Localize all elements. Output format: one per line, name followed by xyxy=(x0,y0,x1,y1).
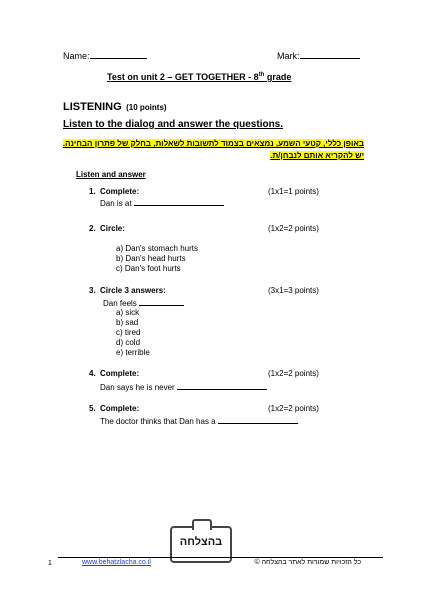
mark-label: Mark: xyxy=(277,51,300,61)
question-1-number: 1. xyxy=(89,187,96,196)
question-3-option-a[interactable]: a) sick xyxy=(116,308,140,317)
question-4-blank[interactable] xyxy=(177,381,267,390)
question-1-title: Complete: xyxy=(100,187,140,196)
question-4-title: Complete: xyxy=(100,369,140,378)
question-1-blank[interactable] xyxy=(134,197,224,206)
copyright-text: כל הזכויות שמורות לאתר בהצלחה © xyxy=(254,559,361,566)
question-5-title: Complete: xyxy=(100,404,140,413)
question-2-points: (1x2=2 points) xyxy=(268,224,319,233)
question-2-number: 2. xyxy=(89,224,96,233)
page-number: 1 xyxy=(48,560,52,567)
website-link[interactable]: www.behatzlacha.co.il xyxy=(82,559,151,566)
question-2-option-c[interactable]: c) Dan's foot hurts xyxy=(116,264,181,273)
question-2-title: Circle: xyxy=(100,224,125,233)
question-3-number: 3. xyxy=(89,286,96,295)
question-5-text: The doctor thinks that Dan has a xyxy=(100,415,298,426)
question-3-option-e[interactable]: e) terrible xyxy=(116,348,150,357)
question-2-option-a[interactable]: a) Dan's stomach hurts xyxy=(116,244,199,253)
question-1-text: Dan is at xyxy=(100,197,224,208)
page-title: Test on unit 2 – GET TOGETHER - 8th grade xyxy=(107,72,292,82)
question-3-text: Dan feels xyxy=(103,297,184,308)
question-3-title: Circle 3 answers: xyxy=(100,286,166,295)
name-field xyxy=(63,50,147,61)
question-5-number: 5. xyxy=(89,404,96,413)
logo-text: בהצלחה xyxy=(179,536,223,548)
section-instruction: Listen to the dialog and answer the questions. xyxy=(63,119,284,130)
hebrew-note-line2: יש להקריא אותם לנבחן/ת. xyxy=(270,151,364,160)
mark-field xyxy=(277,50,360,61)
question-3-option-b[interactable]: b) sad xyxy=(116,318,139,327)
logo-tab-shape xyxy=(192,519,212,530)
name-blank[interactable] xyxy=(90,50,147,59)
question-3-option-c[interactable]: c) tired xyxy=(116,328,141,337)
question-4-number: 4. xyxy=(89,369,96,378)
name-label: Name: xyxy=(63,51,90,61)
subheading: Listen and answer xyxy=(76,170,146,179)
question-1-points: (1x1=1 points) xyxy=(268,187,319,196)
question-3-option-d[interactable]: d) cold xyxy=(116,338,141,347)
hebrew-note xyxy=(63,139,364,148)
question-5-points: (1x2=2 points) xyxy=(268,404,319,413)
section-heading: LISTENING (10 points) xyxy=(63,101,167,113)
question-2-option-b[interactable]: b) Dan's head hurts xyxy=(116,254,186,263)
question-5-blank[interactable] xyxy=(218,415,298,424)
question-4-points: (1x2=2 points) xyxy=(268,369,319,378)
question-3-points: (3x1=3 points) xyxy=(268,286,319,295)
footer-divider xyxy=(58,557,383,558)
question-3-blank[interactable] xyxy=(139,297,184,306)
mark-blank[interactable] xyxy=(300,50,360,59)
hebrew-note-line1: באופן כללי, קטעי השמע, נמצאים בצמוד לתשובות לשאלות, בחלק של פתרון הבחינה. xyxy=(62,139,364,148)
question-4-text: Dan says he is never xyxy=(100,381,267,392)
